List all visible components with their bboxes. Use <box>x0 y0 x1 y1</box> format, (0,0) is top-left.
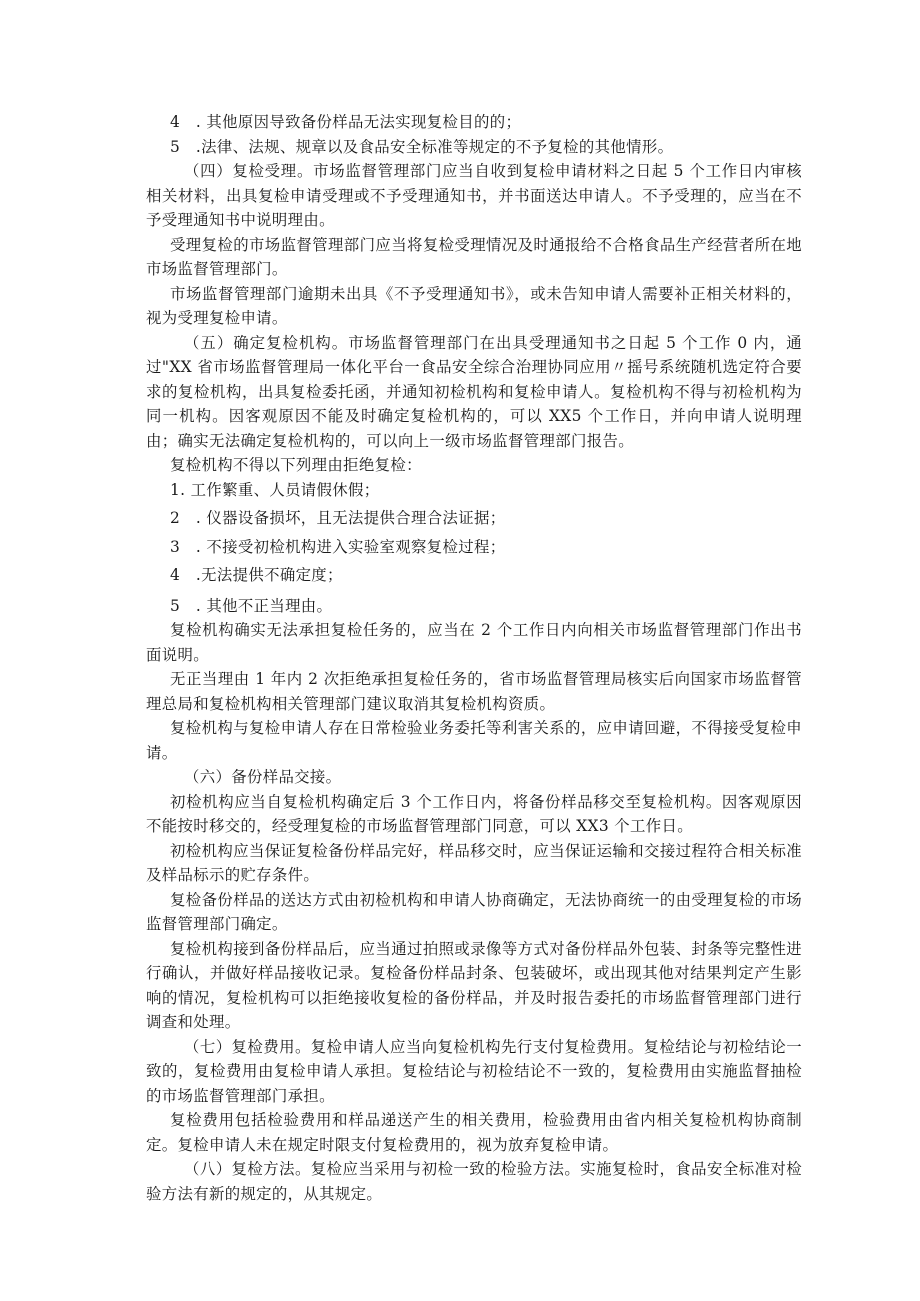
section-paragraph: （五）确定复检机构。市场监督管理部门在出具受理通知书之日起 5 个工作 0 内，通过"XX 省市场监督管理局一体化平台一食品安全综合治理协同应用〃摇号系统随机选定符合要求的复检机构，出具复检委托函，并通知初检机构和复检申请人。复检机构不得与初检机构为同一机构。因客观原因不能及时确定复检机构的，可以 XX5 个工作日，并向申请人说明理由；确实无法确定复检机构的，可以向上一级市场监督管理部门报告。 <box>146 333 802 450</box>
document-body <box>146 110 802 1206</box>
list-item: 5 .法律、法规、规章以及食品安全标准等规定的不予复检的其他情形。 <box>170 137 674 156</box>
section-paragraph: （四）复检受理。市场监督管理部门应当自收到复检申请材料之日起 5 个工作日内审核相关材料，出具复检申请受理或不予受理通知书，并书面送达申请人。不予受理的，应当在不予受理通知书中说明理由。 <box>146 162 802 229</box>
paragraph: 市场监督管理部门逾期未出具《不予受理通知书》，或未告知申请人需要补正相关材料的，视为受理复检申请。 <box>146 284 802 327</box>
paragraph: 初检机构应当保证复检备份样品完好，样品移交时，应当保证运输和交接过程符合相关标准及样品标示的贮存条件。 <box>146 841 802 884</box>
paragraph: 复检机构与复检申请人存在日常检验业务委托等利害关系的，应申请回避，不得接受复检申请。 <box>146 719 802 762</box>
list-item: 5 . 其他不正当理由。 <box>170 596 333 615</box>
paragraph: 复检备份样品的送达方式由初检机构和申请人协商确定，无法协商统一的由受理复检的市场监督管理部门确定。 <box>146 890 802 933</box>
list-item: 2 . 仪器设备损坏，且无法提供合理合法证据； <box>170 509 506 527</box>
list-item: 1. 工作繁重、人员请假休假； <box>170 480 380 499</box>
section-heading: （六）备份样品交接。 <box>184 768 342 786</box>
paragraph: 复检机构确实无法承担复检任务的，应当在 2 个工作日内向相关市场监督管理部门作出书面说明。 <box>146 621 802 664</box>
paragraph: 复检机构不得以下列理由拒绝复检： <box>170 456 422 474</box>
section-paragraph: （八）复检方法。复检应当采用与初检一致的检验方法。实施复检时，食品安全标准对检验方法有新的规定的，从其规定。 <box>146 1160 802 1203</box>
paragraph: 无正当理由 1 年内 2 次拒绝承担复检任务的，省市场监督管理局核实后向国家市场监督管理总局和复检机构相关管理部门建议取消其复检机构资质。 <box>146 670 802 713</box>
paragraph: 复检费用包括检验费用和样品递送产生的相关费用，检验费用由省内相关复检机构协商制定。复检申请人未在规定时限支付复检费用的，视为放弃复检申请。 <box>146 1111 802 1154</box>
list-item: 4 .无法提供不确定度； <box>170 566 343 584</box>
paragraph: 受理复检的市场监督管理部门应当将复检受理情况及时通报给不合格食品生产经营者所在地市场监督管理部门。 <box>146 235 802 278</box>
list-item: 3 . 不接受初检机构进入实验室观察复检过程； <box>170 537 506 556</box>
paragraph: 初检机构应当自复检机构确定后 3 个工作日内，将备份样品移交至复检机构。因客观原因不能按时移交的，经受理复检的市场监督管理部门同意，可以 XX3 个工作日。 <box>146 792 802 835</box>
paragraph: 复检机构接到备份样品后，应当通过拍照或录像等方式对备份样品外包装、封条等完整性进行确认，并做好样品接收记录。复检备份样品封条、包装破坏，或出现其他对结果判定产生影响的情况，复检机构可以拒绝接收复检的备份样品，并及时报告委托的市场监督管理部门进行调查和处理。 <box>146 939 802 1031</box>
section-paragraph: （七）复检费用。复检申请人应当向复检机构先行支付复检费用。复检结论与初检结论一致的，复检费用由复检申请人承担。复检结论与初检结论不一致的，复检费用由实施监督抽检的市场监督管理部门承担。 <box>146 1037 802 1105</box>
list-item: 4 . 其他原因导致备份样品无法实现复检目的的； <box>170 113 522 131</box>
